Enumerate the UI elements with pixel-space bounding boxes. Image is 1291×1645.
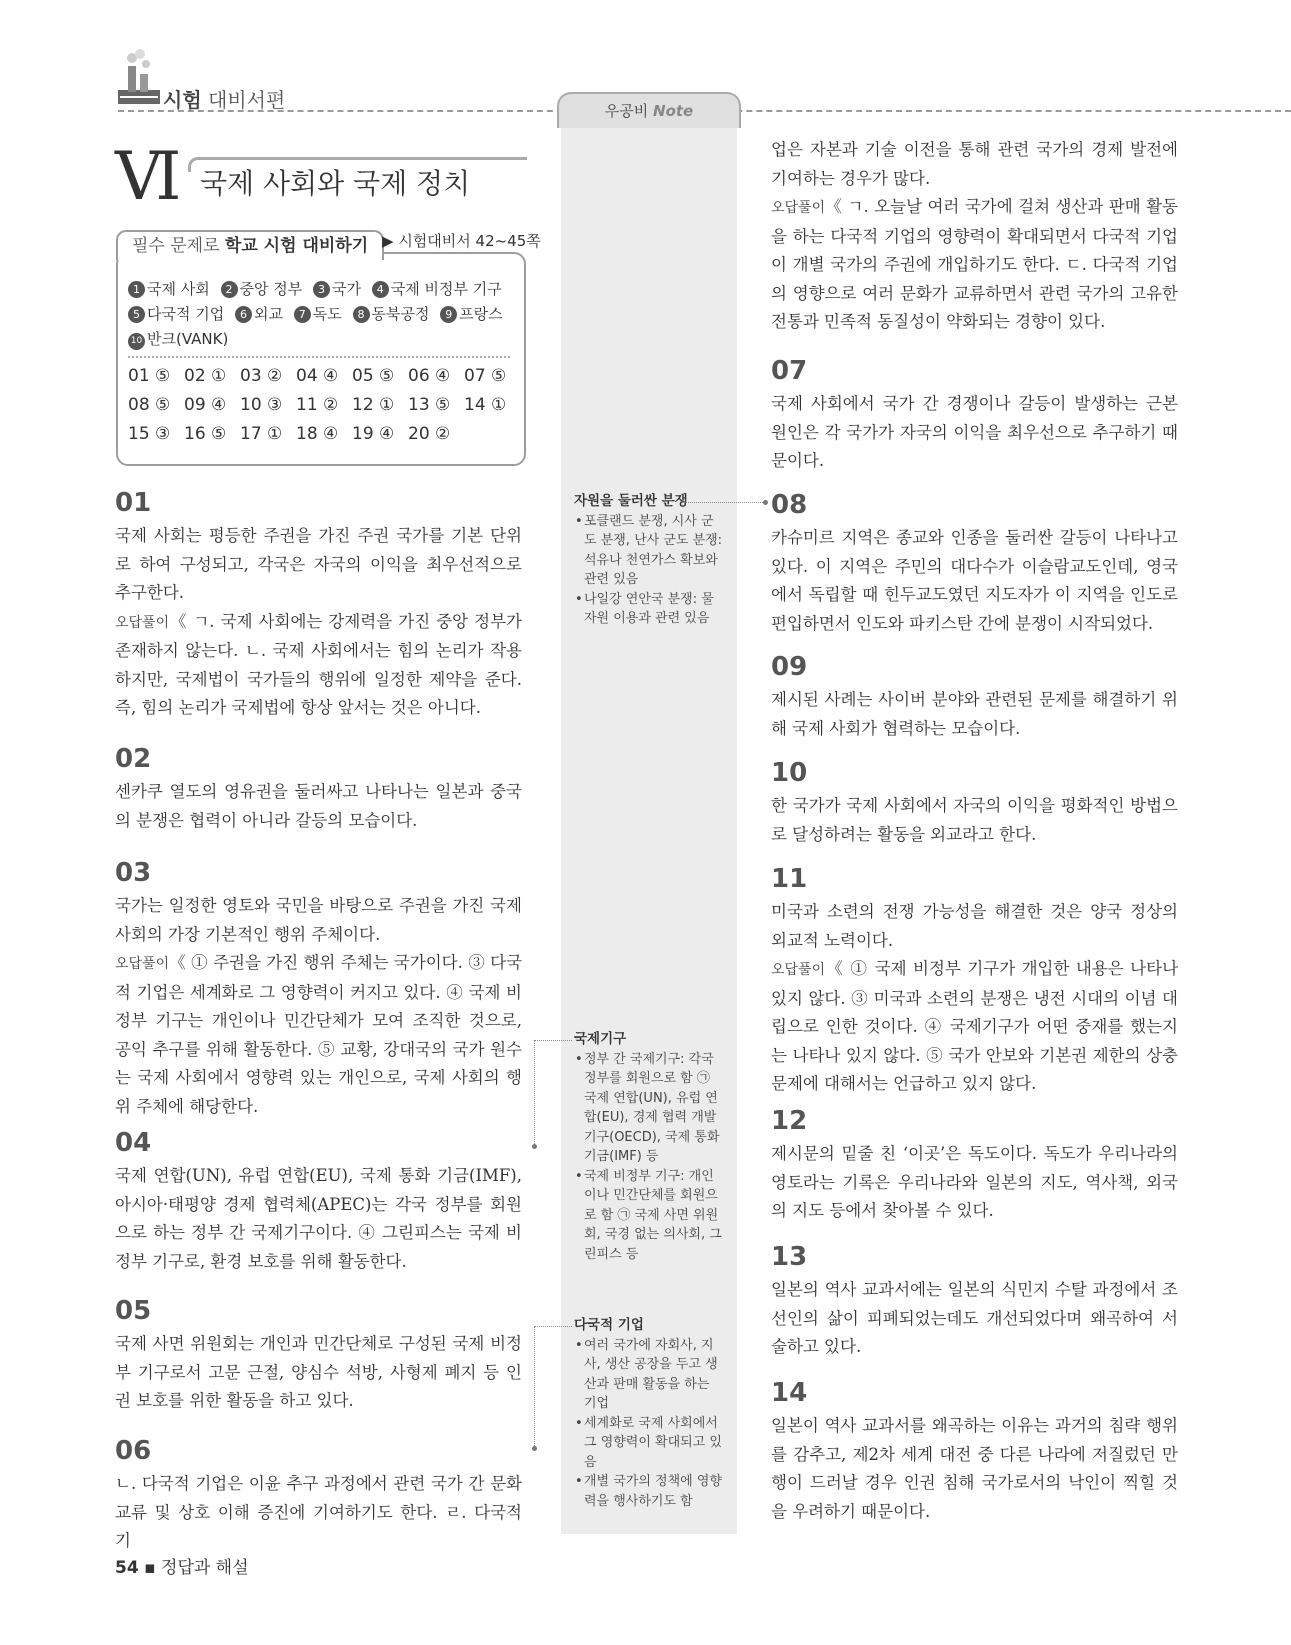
question-explanation: 국제 사회는 평등한 주권을 가진 주권 국가를 기본 단위로 하여 구성되고, 각국은 자국의 이익을 최우선적으로 추구한다. 오답풀이《 ㄱ. 국제 사회에는 강제력을 가진 중앙 정부가 존재하지 않는다. ㄴ. 국제 사회에서는 힘의 논리가 작용하지만, 국제법이 국가들의 행위에 일정한 제약을 준다. 즉, 힘의 논리가 국제법에 항상 앞서는 것은 아니다. [115, 526, 522, 717]
side-note-item: • 포클랜드 분쟁, 시사 군도 분쟁, 난사 군도 분쟁: 석유나 천연가스 확보와 관련 있음 [584, 512, 726, 590]
question-number: 08 [771, 490, 808, 520]
chapter-number: Ⅵ [115, 138, 176, 215]
header-title: 시험 대비서편 [163, 88, 286, 112]
side-note [574, 1316, 726, 1511]
side-note [574, 1030, 726, 1264]
question-number: 03 [115, 858, 152, 888]
note-connector [534, 1040, 572, 1041]
question-explanation: 일본이 역사 교과서를 왜곡하는 이유는 과거의 침략 행위를 감추고, 제2차 세계 대전 중 다른 나라에 저질렀던 만행이 드러날 경우 인권 침해 국가로서의 낙인이 찍힐 것을 우려하기 때문이다. [771, 1416, 1178, 1521]
wrong-answer-label: 오답풀이 [115, 956, 170, 972]
side-note-heading: 다국적 기업 [574, 1317, 644, 1333]
question-number: 12 [771, 1106, 808, 1136]
side-note-item: • 개별 국가의 정책에 영향력을 행사하기도 함 [584, 1472, 726, 1511]
chapter-title: 국제 사회와 국제 정치 [200, 167, 471, 200]
answer-row: 15 ③ 16 ⑤ 17 ① 18 ④ 19 ④ 20 ② [128, 424, 451, 444]
question-explanation: 한 국가가 국제 사회에서 자국의 이익을 평화적인 방법으로 달성하려는 활동을 외교라고 한다. [771, 796, 1178, 844]
divider [128, 356, 510, 358]
keyword-row: 10 반크(VANK) [128, 328, 228, 350]
question-number: 11 [771, 864, 808, 894]
note-connector [534, 1326, 535, 1448]
side-note-item: • 정부 간 국제기구: 각국 정부를 회원으로 함 ㉠ 국제 연합(UN), 유럽 연합(EU), 경제 협력 개발 기구(OECD), 국제 통화 기금(IMF) 등 [584, 1050, 726, 1167]
side-note-item: • 나일강 연안국 분쟁: 물 자원 이용과 관련 있음 [584, 590, 726, 629]
question-explanation: 일본의 역사 교과서에는 일본의 식민지 수탈 과정에서 조선인의 삶이 피폐되었는데도 개선되었다며 왜곡하여 서술하고 있다. [771, 1280, 1178, 1356]
question-explanation: 카슈미르 지역은 종교와 인종을 둘러싼 갈등이 나타나고 있다. 이 지역은 주민의 대다수가 이슬람교도인데, 영국에서 독립할 때 힌두교도였던 지도자가 이 지역을 인도로 편입하면서 인도와 파키스탄 간에 분쟁이 시작되었다. [771, 528, 1178, 633]
connector-dot [763, 500, 768, 505]
question-explanation: 제시문의 밑줄 친 ‘이곳’은 독도이다. 독도가 우리나라의 영토라는 기록은 우리나라와 일본의 지도, 역사책, 외국의 지도 등에서 찾아볼 수 있다. [771, 1144, 1178, 1220]
page-footer: 54 ▪ 정답과 해설 [115, 1558, 249, 1578]
question-explanation: 국제 사회에서 국가 간 경쟁이나 갈등이 발생하는 근본 원인은 각 국가가 자국의 이익을 최우선으로 추구하기 때문이다. [771, 394, 1178, 470]
wrong-answer-label: 오답풀이 [771, 962, 826, 978]
side-note-item: • 국제 비정부 기구: 개인이나 민간단체를 회원으로 함 ㉠ 국제 사면 위원회, 국경 없는 의사회, 그린피스 등 [584, 1167, 726, 1265]
side-note-heading: 국제기구 [574, 1031, 627, 1047]
question-explanation: 국제 사면 위원회는 개인과 민간단체로 구성된 국제 비정부 기구로서 고문 근절, 양심수 석방, 사형제 폐지 등 인권 보호를 위한 활동을 하고 있다. [115, 1334, 522, 1410]
wrong-answer-label: 오답풀이 [771, 200, 826, 216]
question-number: 09 [771, 652, 808, 682]
wrong-answer-label: 오답풀이 [115, 614, 170, 631]
question-explanation: 미국과 소련의 전쟁 가능성을 해결한 것은 양국 정상의 외교적 노력이다. 오답풀이《 ① 국제 비정부 기구가 개입한 내용은 나타나 있지 않다. ③ 미국과 소련의 분쟁은 냉전 시대의 이념 대립으로 인한 것이다. ④ 국제기구가 어떤 중재를 했는지는 나타나 있지 않다. ⑤ 국가 안보와 기본권 제한의 상충 문제에 대해서는 언급하고 있지 않다. [771, 902, 1179, 1093]
answer-row: 08 ⑤ 09 ④ 10 ③ 11 ② 12 ① 13 ⑤ 14 ① [128, 395, 507, 415]
question-number: 14 [771, 1378, 808, 1408]
question-explanation: 센카쿠 열도의 영유권을 둘러싸고 나타나는 일본과 중국의 분쟁은 협력이 아니라 갈등의 모습이다. [115, 782, 522, 830]
question-explanation: 국제 연합(UN), 유럽 연합(EU), 국제 통화 기금(IMF), 아시아·태평양 경제 협력체(APEC)는 각국 정부를 회원으로 하는 정부 간 국제기구이다. ④ 그린피스는 국제 비정부 기구로, 환경 보호를 위해 활동한다. [115, 1166, 522, 1271]
reference-pages: ▶ 시험대비서 42~45쪽 [382, 232, 541, 250]
side-note-item: • 여러 국가에 자회사, 지사, 생산 공장을 두고 생산과 판매 활동을 하는 기업 [584, 1336, 726, 1414]
question-number: 07 [771, 356, 808, 386]
question-number: 02 [115, 744, 152, 774]
factory-icon [116, 48, 162, 108]
question-number: 05 [115, 1296, 152, 1326]
question-explanation: 국가는 일정한 영토와 국민을 바탕으로 주권을 가진 국제 사회의 가장 기본적인 행위 주체이다. 오답풀이《 ① 주권을 가진 행위 주체는 국가이다. ③ 다국적 기업은 세계화로 그 영향력이 커지고 있다. ④ 국제 비정부 기구는 개인이나 민간단체가 모여 조직한 것으로, 공익 추구를 위해 활동한다. ⑤ 교황, 강대국의 국가 원수는 국제 사회에서 영향력 있는 개인으로, 국제 사회의 행위 주체에 해당한다. [115, 896, 523, 1116]
question-number: 13 [771, 1242, 808, 1272]
answer-box-tab: 필수 문제로 학교 시험 대비하기 [116, 230, 384, 260]
question-number: 06 [115, 1436, 152, 1466]
question-number: 04 [115, 1128, 152, 1158]
keyword-row: 5 다국적 기업 6 외교 7 독도 8 동북공정 9 프랑스 [128, 303, 503, 324]
note-connector [534, 1326, 572, 1327]
keyword-row: 1 국제 사회 2 중앙 정부 3 국가 4 국제 비정부 기구 [128, 278, 502, 299]
note-tab: 우공비 Note [557, 92, 741, 128]
question-number: 01 [115, 488, 152, 518]
question-explanation-continued: 업은 자본과 기술 이전을 통해 관련 국가의 경제 발전에 기여하는 경우가 많다. 오답풀이《 ㄱ. 오늘날 여러 국가에 걸쳐 생산과 판매 활동을 하는 다국적 기업의 영향력이 확대되면서 다국적 기업이 개별 국가의 주권에 개입하기도 한다. ㄷ. 다국적 기업의 영향으로 여러 문화가 교류하면서 관련 국가의 고유한 전통과 민족적 동질성이 약화되는 경향이 있다. [771, 140, 1179, 331]
answer-row: 01 ⑤ 02 ① 03 ② 04 ④ 05 ⑤ 06 ④ 07 ⑤ [128, 366, 507, 386]
side-note-heading: 자원을 둘러싼 분쟁 [574, 493, 688, 509]
side-note-item: • 세계화로 국제 사회에서 그 영향력이 확대되고 있음 [584, 1414, 726, 1473]
question-number: 10 [771, 758, 808, 788]
question-explanation: ㄴ. 다국적 기업은 이윤 추구 과정에서 관련 국가 간 문화 교류 및 상호 이해 증진에 기여하기도 한다. ㄹ. 다국적 기 [115, 1474, 522, 1550]
connector-dot [532, 1144, 537, 1149]
note-connector [682, 502, 765, 503]
question-explanation: 제시된 사례는 사이버 분야와 관련된 문제를 해결하기 위해 국제 사회가 협력하는 모습이다. [771, 690, 1178, 738]
side-note [574, 492, 726, 629]
connector-dot [532, 1446, 537, 1451]
note-connector [534, 1040, 535, 1146]
